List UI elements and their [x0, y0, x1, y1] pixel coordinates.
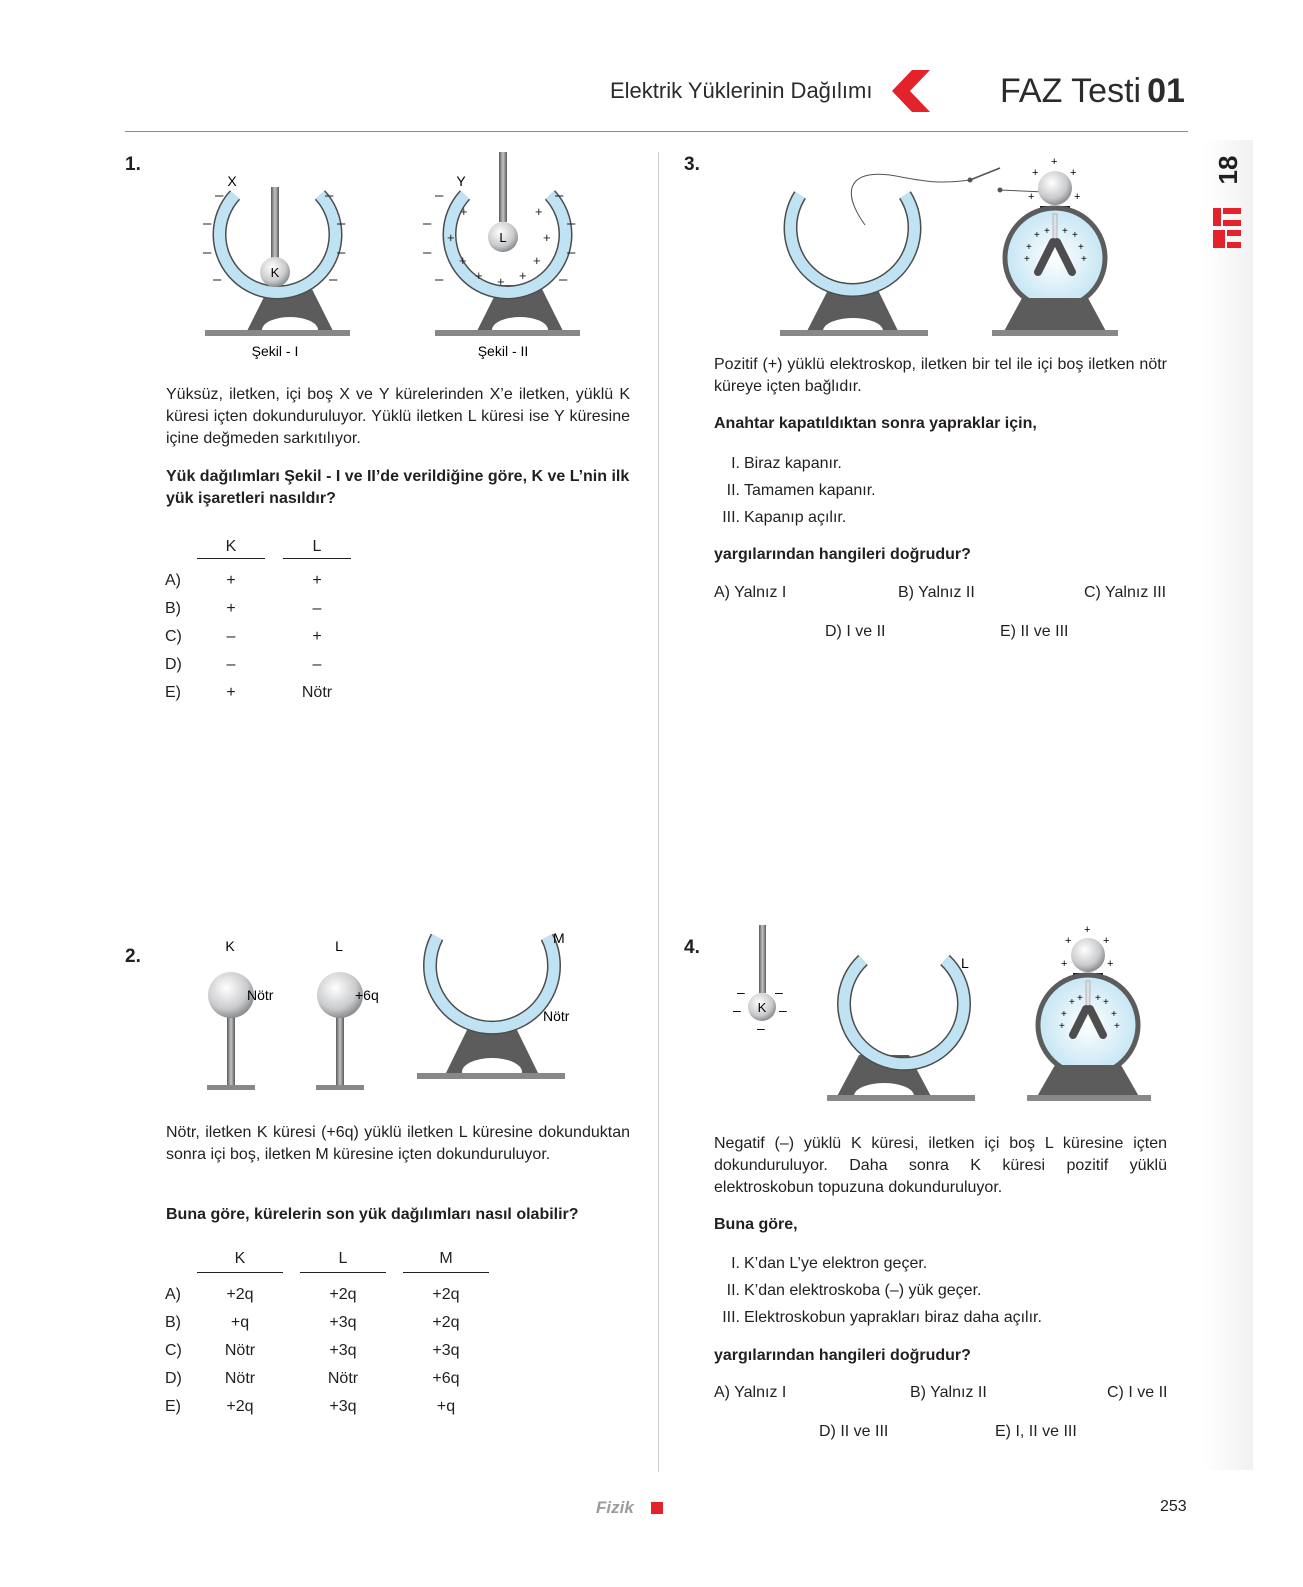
option-cell: +2q — [432, 1314, 460, 1331]
statement-text: K’dan L’ye elektron geçer. — [744, 1255, 928, 1272]
test-number: 01 — [1147, 72, 1185, 110]
sphere-l-stand — [316, 938, 379, 1090]
svg-text:+: + — [497, 274, 505, 289]
side-tab-number: 18 — [1213, 155, 1243, 185]
svg-text:–: – — [737, 984, 745, 1000]
option-cell: +q — [230, 1314, 250, 1331]
q3-option-b[interactable]: B) Yalnız II — [898, 584, 975, 601]
svg-text:–: – — [435, 187, 444, 204]
statement-numeral: I. — [731, 455, 740, 472]
svg-text:+: + — [1103, 935, 1110, 947]
svg-text:–: – — [325, 187, 334, 204]
option-cell: + — [226, 572, 236, 589]
svg-text:+: + — [1065, 935, 1072, 947]
statement-text: Biraz kapanır. — [744, 455, 842, 472]
svg-text:+: + — [1081, 254, 1087, 265]
label-k: K — [757, 1000, 767, 1015]
svg-text:–: – — [757, 1020, 765, 1036]
svg-text:+: + — [475, 268, 483, 283]
label-x: X — [227, 173, 237, 189]
sphere-k-pendulum — [733, 925, 787, 1036]
svg-text:+: + — [533, 253, 541, 268]
svg-text:+: + — [1070, 167, 1077, 179]
option-cell: +2q — [226, 1286, 254, 1303]
label-m: M — [553, 930, 565, 946]
svg-text:+: + — [1044, 226, 1050, 237]
faz-logo — [1211, 204, 1245, 250]
statement-text: K’dan elektroskoba (–) yük geçer. — [744, 1282, 982, 1299]
q3-option-d[interactable]: D) I ve II — [825, 623, 886, 640]
caption-sekil-2: Şekil - II — [477, 343, 529, 359]
q1-col-l-rule — [283, 558, 351, 559]
q3-prompt: yargılarından hangileri doğrudur? — [714, 546, 971, 563]
option-cell: +2q — [226, 1398, 254, 1415]
option-cell: Nötr — [327, 1370, 359, 1387]
sekil-2 — [423, 152, 580, 359]
svg-text:–: – — [775, 984, 783, 1000]
svg-text:+: + — [1103, 997, 1109, 1008]
statement-text: Kapanıp açılır. — [744, 509, 847, 526]
svg-text:–: – — [567, 244, 576, 261]
q4-figure — [735, 925, 1155, 1115]
statement-numeral: I. — [731, 1255, 740, 1272]
sphere-k-stand — [207, 938, 274, 1090]
svg-text:+: + — [1062, 226, 1068, 237]
q4-number: 4. — [684, 937, 700, 958]
footer-square-icon — [651, 1502, 663, 1514]
svg-text:+: + — [1034, 230, 1040, 241]
hollow-sphere-l — [827, 955, 975, 1109]
q1-question: Yük dağılımları Şekil - I ve II’de verildiğine göre, K ve L’nin ilk yük işaretleri nasıldır? — [166, 468, 630, 507]
option-cell: Nötr — [224, 1370, 256, 1387]
svg-text:+: + — [447, 230, 455, 245]
hollow-sphere — [780, 195, 928, 344]
svg-text:–: – — [213, 271, 222, 288]
option-cell: – — [226, 656, 236, 673]
svg-text:+: + — [1078, 242, 1084, 253]
q4-option-c[interactable]: C) I ve II — [1107, 1384, 1168, 1401]
side-tab — [1203, 140, 1253, 1470]
svg-text:+: + — [519, 268, 527, 283]
svg-text:+: + — [535, 204, 543, 219]
page-number: 253 — [1160, 1498, 1187, 1515]
statement-numeral: II. — [726, 1282, 740, 1299]
l-charge: +6q — [355, 987, 379, 1003]
q2-col-rule — [403, 1272, 489, 1273]
svg-text:+: + — [1061, 1009, 1067, 1020]
svg-text:+: + — [460, 204, 468, 219]
q1-col-k: K — [225, 538, 237, 555]
option-label: B) — [165, 600, 181, 617]
q1-col-l: L — [312, 538, 322, 555]
option-label: A) — [165, 1286, 181, 1303]
q1-col-k-rule — [197, 558, 265, 559]
q2-figure — [205, 930, 595, 1105]
sekil-1 — [203, 173, 350, 359]
svg-text:+: + — [1061, 958, 1068, 970]
option-label: C) — [165, 1342, 182, 1359]
svg-text:–: – — [215, 187, 224, 204]
label-k: K — [270, 265, 280, 280]
option-label: D) — [165, 1370, 182, 1387]
svg-text:–: – — [337, 244, 346, 261]
test-label: FAZ Testi — [1000, 72, 1142, 110]
q2-text: Nötr, iletken K küresi (+6q) yüklü iletken L küresine dokunduktan sonra içi boş, iletken M küresine içten dokunduruluyor. — [166, 1124, 630, 1163]
caption-sekil-1: Şekil - I — [251, 343, 299, 359]
statement-numeral: III. — [722, 509, 740, 526]
svg-text:–: – — [567, 215, 576, 232]
svg-text:+: + — [1051, 156, 1058, 168]
option-cell: – — [226, 628, 236, 645]
option-label: E) — [165, 1398, 181, 1415]
svg-text:+: + — [1028, 191, 1035, 203]
svg-text:–: – — [423, 215, 432, 232]
option-label: A) — [165, 572, 181, 589]
svg-text:–: – — [337, 215, 346, 232]
option-label: E) — [165, 684, 181, 701]
header-divider — [125, 131, 1188, 132]
option-cell: Nötr — [224, 1342, 256, 1359]
electroscope — [992, 156, 1118, 336]
svg-text:+: + — [1114, 1021, 1120, 1032]
svg-text:+: + — [1024, 254, 1030, 265]
section-topic: Elektrik Yüklerinin Dağılımı — [610, 78, 873, 103]
q2-col-rule — [300, 1272, 386, 1273]
q2-number: 2. — [125, 946, 141, 967]
svg-text:–: – — [555, 187, 564, 204]
svg-text:+: + — [543, 230, 551, 245]
sphere-m — [417, 930, 570, 1086]
label-l: L — [335, 938, 343, 954]
m-charge: Nötr — [543, 1008, 570, 1024]
statement-text: Elektroskobun yaprakları biraz daha açılır. — [744, 1309, 1042, 1326]
k-charge: Nötr — [247, 987, 274, 1003]
svg-text:–: – — [435, 271, 444, 288]
option-cell: +6q — [432, 1370, 460, 1387]
q3-text: Pozitif (+) yüklü elektroskop, iletken bir tel ile içi boş iletken nötr küreye içten bağlıdır. — [714, 356, 1167, 395]
q2-question: Buna göre, kürelerin son yük dağılımları nasıl olabilir? — [166, 1206, 579, 1223]
svg-text:–: – — [559, 271, 568, 288]
electroscope — [1027, 924, 1151, 1101]
svg-text:+: + — [1026, 242, 1032, 253]
svg-text:+: + — [1107, 958, 1114, 970]
option-cell: +3q — [329, 1398, 357, 1415]
label-k: K — [225, 938, 235, 954]
label-l: L — [961, 955, 969, 971]
q4-text: Negatif (–) yüklü K küresi, iletken içi boş L küresine içten dokunduruluyor. Daha sonra K küresi pozitif yüklü elektroskobun topuzuna dokunduruluyor. — [714, 1135, 1167, 1196]
svg-text:+: + — [1074, 191, 1081, 203]
q4-option-e[interactable]: E) I, II ve III — [995, 1423, 1077, 1440]
statement-numeral: III. — [722, 1309, 740, 1326]
svg-text:–: – — [779, 1002, 787, 1018]
option-cell: +3q — [432, 1342, 460, 1359]
option-cell: Nötr — [301, 684, 333, 701]
statement-numeral: II. — [726, 482, 740, 499]
svg-text:–: – — [203, 244, 212, 261]
option-cell: + — [312, 572, 322, 589]
svg-text:+: + — [1032, 167, 1039, 179]
option-cell: +q — [436, 1398, 456, 1415]
q4-option-b[interactable]: B) Yalnız II — [910, 1384, 987, 1401]
q3-option-c[interactable]: C) Yalnız III — [1084, 584, 1167, 601]
q1-figure — [195, 150, 595, 365]
option-cell: +2q — [329, 1286, 357, 1303]
svg-text:–: – — [423, 244, 432, 261]
q3-question: Anahtar kapatıldıktan sonra yapraklar için, — [714, 415, 1037, 432]
test-title — [1000, 72, 1185, 111]
svg-text:–: – — [203, 215, 212, 232]
option-cell: + — [226, 600, 236, 617]
q4-question: Buna göre, — [714, 1216, 798, 1233]
q3-option-a[interactable]: A) Yalnız I — [714, 584, 787, 601]
option-cell: + — [226, 684, 236, 701]
option-cell: +2q — [432, 1286, 460, 1303]
q4-option-a[interactable]: A) Yalnız I — [714, 1384, 787, 1401]
q4-prompt: yargılarından hangileri doğrudur? — [714, 1347, 971, 1364]
q2-col-m: M — [439, 1250, 453, 1267]
option-cell: +3q — [329, 1314, 357, 1331]
svg-text:+: + — [1084, 924, 1091, 936]
column-divider — [658, 152, 659, 1472]
q4-option-d[interactable]: D) II ve III — [819, 1423, 889, 1440]
svg-text:+: + — [459, 253, 467, 268]
chevron-left-icon — [890, 68, 934, 114]
option-label: D) — [165, 656, 182, 673]
q3-option-e[interactable]: E) II ve III — [1000, 623, 1069, 640]
q1-text: Yüksüz, iletken, içi boş X ve Y kürelerinden X’e iletken, yüklü K küresi içten dokunduruluyor. Yüklü iletken L küresi ise Y küresine içine değmeden sarkıtılıyor. — [166, 386, 630, 447]
svg-text:+: + — [1095, 993, 1101, 1004]
svg-text:+: + — [1072, 230, 1078, 241]
q3-number: 3. — [684, 154, 700, 175]
svg-text:+: + — [1111, 1009, 1117, 1020]
option-label: B) — [165, 1314, 181, 1331]
label-y: Y — [456, 173, 466, 189]
option-cell: +3q — [329, 1342, 357, 1359]
switch-lever — [970, 168, 1000, 180]
q2-col-rule — [197, 1272, 283, 1273]
statement-text: Tamamen kapanır. — [744, 482, 876, 499]
q3-figure — [770, 150, 1150, 340]
q2-col-l: L — [338, 1250, 348, 1267]
option-cell: + — [312, 628, 322, 645]
label-l: L — [499, 230, 507, 245]
q2-col-k: K — [234, 1250, 246, 1267]
svg-text:+: + — [1059, 1021, 1065, 1032]
option-cell: – — [312, 656, 322, 673]
q1-number: 1. — [125, 154, 141, 175]
svg-text:–: – — [329, 271, 338, 288]
svg-text:+: + — [1077, 993, 1083, 1004]
option-label: C) — [165, 628, 182, 645]
footer-subject: Fizik — [596, 1498, 634, 1517]
option-cell: – — [312, 600, 322, 617]
svg-text:+: + — [1069, 997, 1075, 1008]
svg-text:–: – — [733, 1002, 741, 1018]
